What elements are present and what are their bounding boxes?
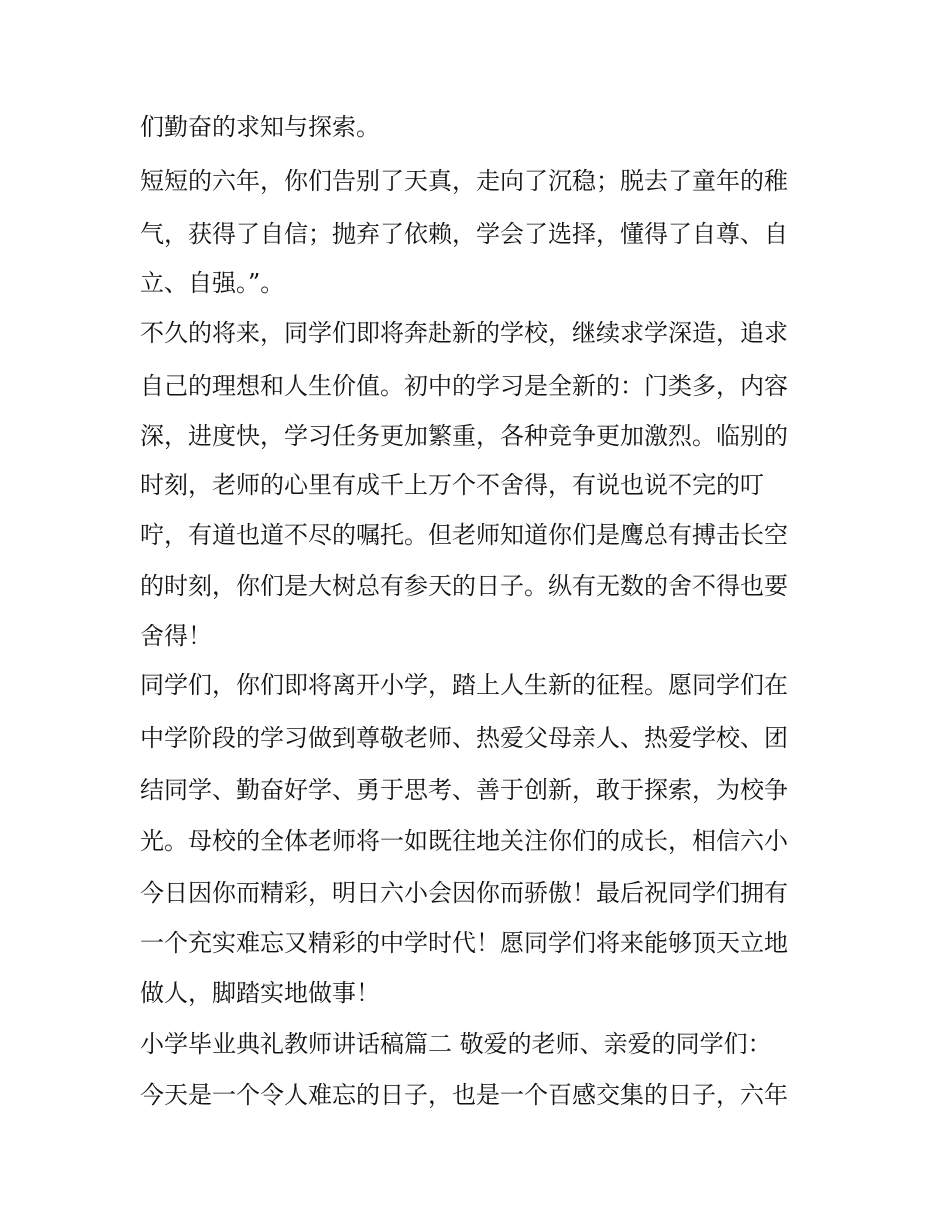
text-line: 一个充实难忘又精彩的中学时代！愿同学们将来能够顶天立地: [140, 929, 788, 957]
text-line: 做人，脚踏实地做事！: [140, 979, 380, 1007]
text-line: 短短的六年，你们告别了天真，走向了沉稳；脱去了童年的稚: [140, 167, 788, 195]
text-line: 们勤奋的求知与探索。: [140, 113, 380, 141]
text-line: 小学毕业典礼教师讲话稿篇二 敬爱的老师、亲爱的同学们：: [140, 1030, 772, 1058]
text-line: 深，进度快，学习任务更加繁重，各种竞争更加激烈。临别的: [140, 422, 788, 450]
text-line: 立、自强。”。: [140, 269, 285, 297]
text-line: 气，获得了自信；抛弃了依赖，学会了选择，懂得了自尊、自: [140, 220, 788, 248]
text-line: 同学们，你们即将离开小学，踏上人生新的征程。愿同学们在: [140, 671, 788, 699]
text-line: 舍得！: [140, 622, 212, 650]
text-line: 时刻，老师的心里有成千上万个不舍得，有说也说不完的叮: [140, 471, 764, 499]
text-line: 结同学、勤奋好学、勇于思考、善于创新，敢于探索，为校争: [140, 776, 788, 804]
text-line: 咛，有道也道不尽的嘱托。但老师知道你们是鹰总有搏击长空: [140, 521, 788, 549]
text-line: 自己的理想和人生价值。初中的学习是全新的：门类多，内容: [140, 372, 788, 400]
text-line: 的时刻，你们是大树总有参天的日子。纵有无数的舍不得也要: [140, 572, 788, 600]
text-line: 今天是一个令人难忘的日子，也是一个百感交集的日子，六年: [140, 1081, 788, 1109]
text-line: 中学阶段的学习做到尊敬老师、热爱父母亲人、热爱学校、团: [140, 724, 788, 752]
text-line: 不久的将来，同学们即将奔赴新的学校，继续求学深造，追求: [140, 319, 788, 347]
text-line: 今日因你而精彩，明日六小会因你而骄傲！最后祝同学们拥有: [140, 879, 788, 907]
text-line: 光。母校的全体老师将一如既往地关注你们的成长，相信六小: [140, 827, 788, 855]
